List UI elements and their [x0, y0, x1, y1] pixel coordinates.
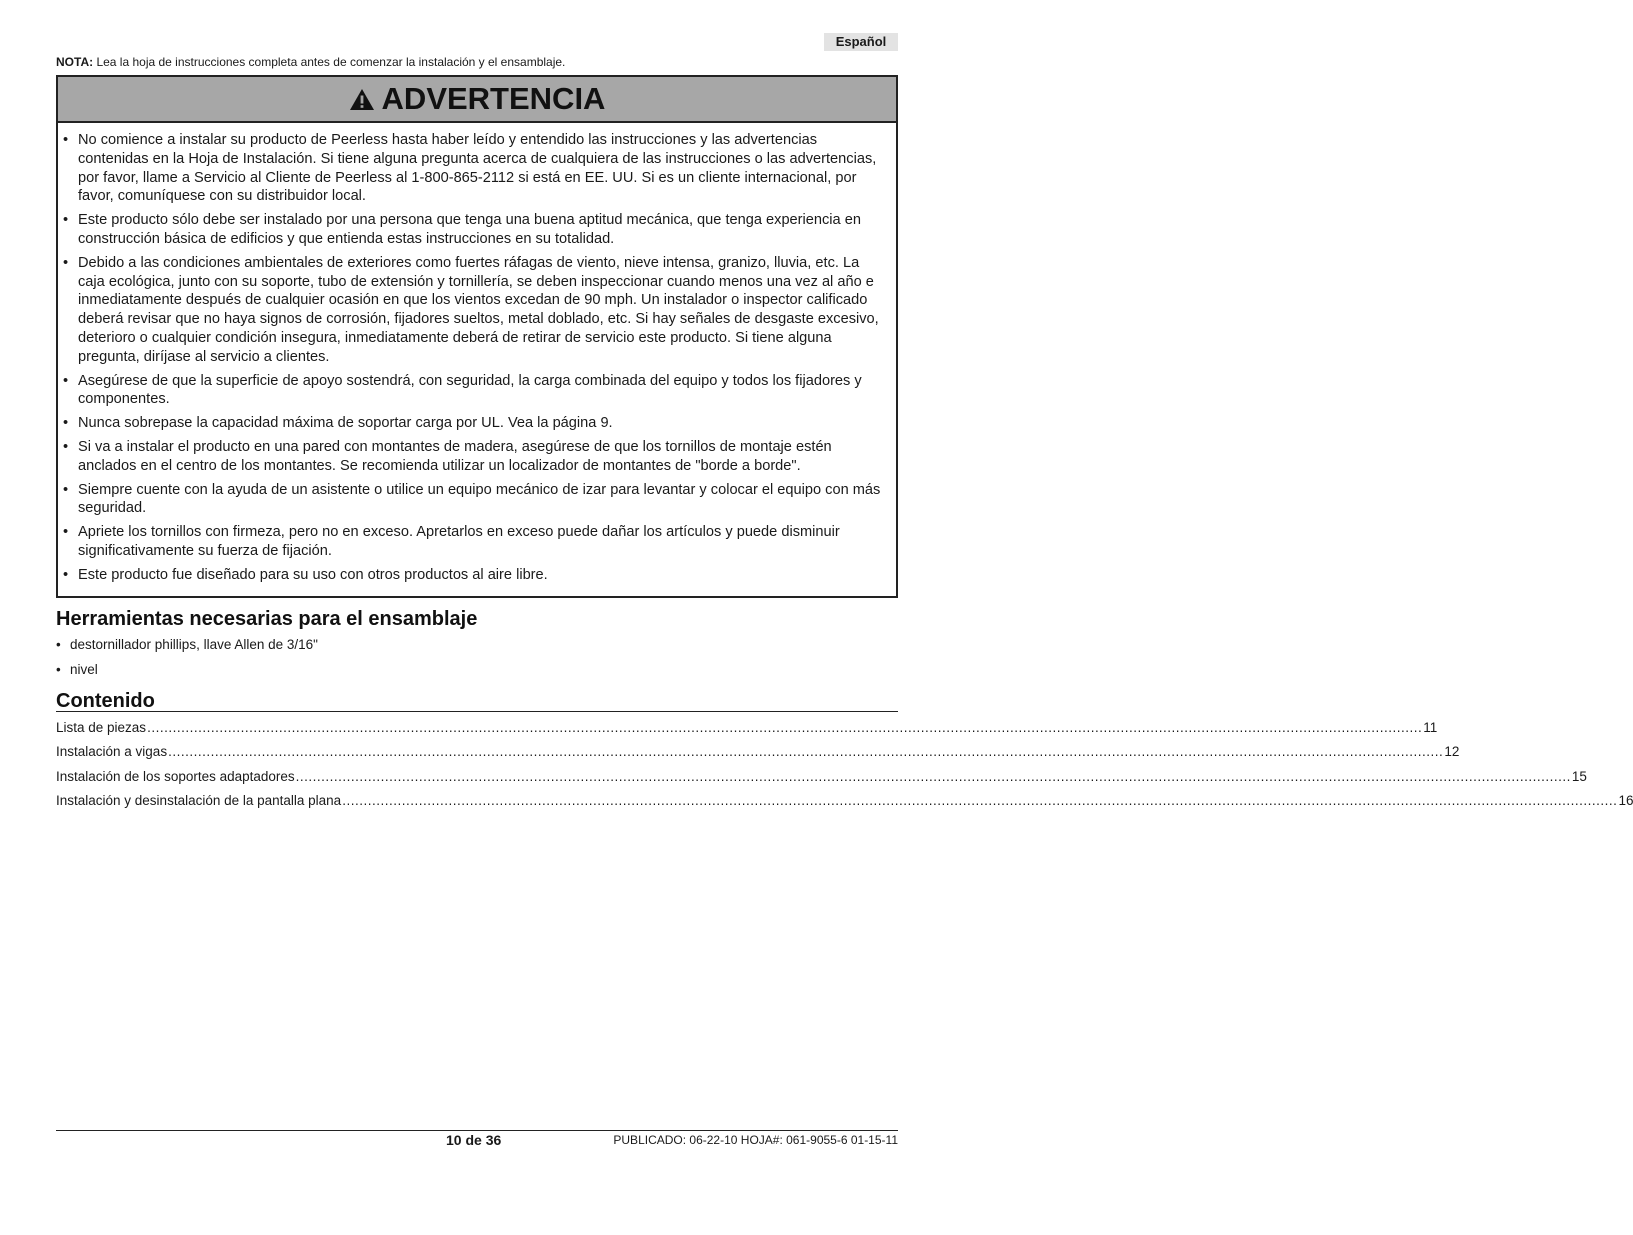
note	[56, 54, 565, 70]
warning-list	[58, 123, 896, 585]
toc-entry-label: Instalación y desinstalación de la pantalla plana	[56, 793, 342, 809]
toc-leader-dots: ............................................................................................................................................................................................................................................................................................................	[295, 768, 1571, 784]
toc-entry-page: 16	[1618, 793, 1633, 809]
toc-entry[interactable]	[56, 792, 1633, 816]
tools-heading: Herramientas necesarias para el ensamblaje	[56, 608, 478, 630]
warning-item: • No comience a instalar su producto de Peerless hasta haber leído y entendido las instrucciones y las advertencias contenidas en la Hoja de Instalación. Si tiene alguna pregunta acerca de cualquiera de las instrucciones o las advertencias, por favor, llame a Servicio al Cliente de Peerless al 1-800-865-2112 si está en EE. UU. Si es un cliente internacional, por favor, comuníquese con su distribuidor local.	[63, 131, 888, 206]
toc-leader-dots: ............................................................................................................................................................................................................................................................................................................	[342, 793, 1618, 809]
warning-title	[349, 81, 606, 117]
toc-leader-dots: ............................................................................................................................................................................................................................................................................................................	[168, 744, 1444, 760]
language-badge: Español	[824, 33, 898, 51]
tool-item: • destornillador phillips, llave Allen de 3/16"	[56, 636, 318, 654]
warning-box	[56, 75, 898, 598]
contents-heading: Contenido	[56, 690, 155, 712]
warning-item: • Si va a instalar el producto en una pared con montantes de madera, asegúrese de que los tornillos de montaje estén anclados en el centro de los montantes. Se recomienda utilizar un localizador de montantes de "borde a borde".	[63, 438, 888, 476]
toc-entry[interactable]	[56, 768, 1587, 792]
warning-item: • Debido a las condiciones ambientales de exteriores como fuertes ráfagas de viento, nieve intensa, granizo, lluvia, etc. La caja ecológica, junto con su soporte, tubo de extensión y tornillería, se deben inspeccionar cuando menos una vez al año e inmediatamente después de cualquier ocasión en que los vientos excedan de 90 mph. Un instalador o inspector calificado deberá revisar que no haya signos de corrosión, fijadores sueltos, metal doblado, etc. Si hay señales de desgaste excesivo, deterioro o cualquier condición insegura, inmediatamente deberá de retirar de servicio este producto. Si tiene alguna pregunta, diríjase al servicio a clientes.	[63, 254, 888, 367]
toc-entry-label: Instalación de los soportes adaptadores	[56, 768, 295, 784]
toc-entry-page: 11	[1423, 720, 1438, 735]
tool-item: • nivel	[56, 661, 318, 679]
warning-triangle-icon	[349, 88, 375, 111]
toc-entry-label: Instalación a vigas	[56, 744, 168, 760]
warning-item: • Este producto sólo debe ser instalado por una persona que tenga una buena aptitud mecánica, que tenga experiencia en construcción básica de edificios y que entienda estas instrucciones en su totalidad.	[63, 211, 888, 249]
warning-item: • Apriete los tornillos con firmeza, pero no en exceso. Apretarlos en exceso puede dañar los artículos y puede disminuir significativamente su fuerza de fijación.	[63, 523, 888, 561]
warning-header	[58, 77, 896, 123]
toc-entry-page: 12	[1444, 744, 1460, 760]
warning-item: • Asegúrese de que la superficie de apoyo sostendrá, con seguridad, la carga combinada del equipo y todos los fijadores y componentes.	[63, 372, 888, 410]
note-text: Lea la hoja de instrucciones completa antes de comenzar la instalación y el ensamblaje.	[96, 55, 566, 69]
warning-item: • Nunca sobrepase la capacidad máxima de soportar carga por UL. Vea la página 9.	[63, 414, 888, 433]
publication-info: PUBLICADO: 06-22-10 HOJA#: 061-9055-6 01-15-11	[613, 1133, 898, 1147]
warning-title-text: ADVERTENCIA	[381, 81, 606, 116]
note-label: NOTA:	[56, 55, 94, 69]
toc-entry-page: 15	[1571, 768, 1587, 784]
page-number: 10 de 36	[446, 1132, 502, 1148]
toc-entry[interactable]	[56, 743, 1460, 767]
contents-divider	[56, 711, 898, 712]
warning-item: • Siempre cuente con la ayuda de un asistente o utilice un equipo mecánico de izar para levantar y colocar el equipo con más seguridad.	[63, 481, 888, 519]
footer-divider	[56, 1130, 898, 1131]
toc-leader-dots: ............................................................................................................................................................................................................................................................................................................	[147, 720, 1423, 735]
table-of-contents	[56, 719, 1633, 817]
toc-entry-label: Lista de piezas	[56, 720, 147, 735]
warning-item: • Este producto fue diseñado para su uso con otros productos al aire libre.	[63, 566, 888, 585]
toc-entry[interactable]	[56, 719, 1438, 743]
tools-list	[56, 636, 318, 686]
